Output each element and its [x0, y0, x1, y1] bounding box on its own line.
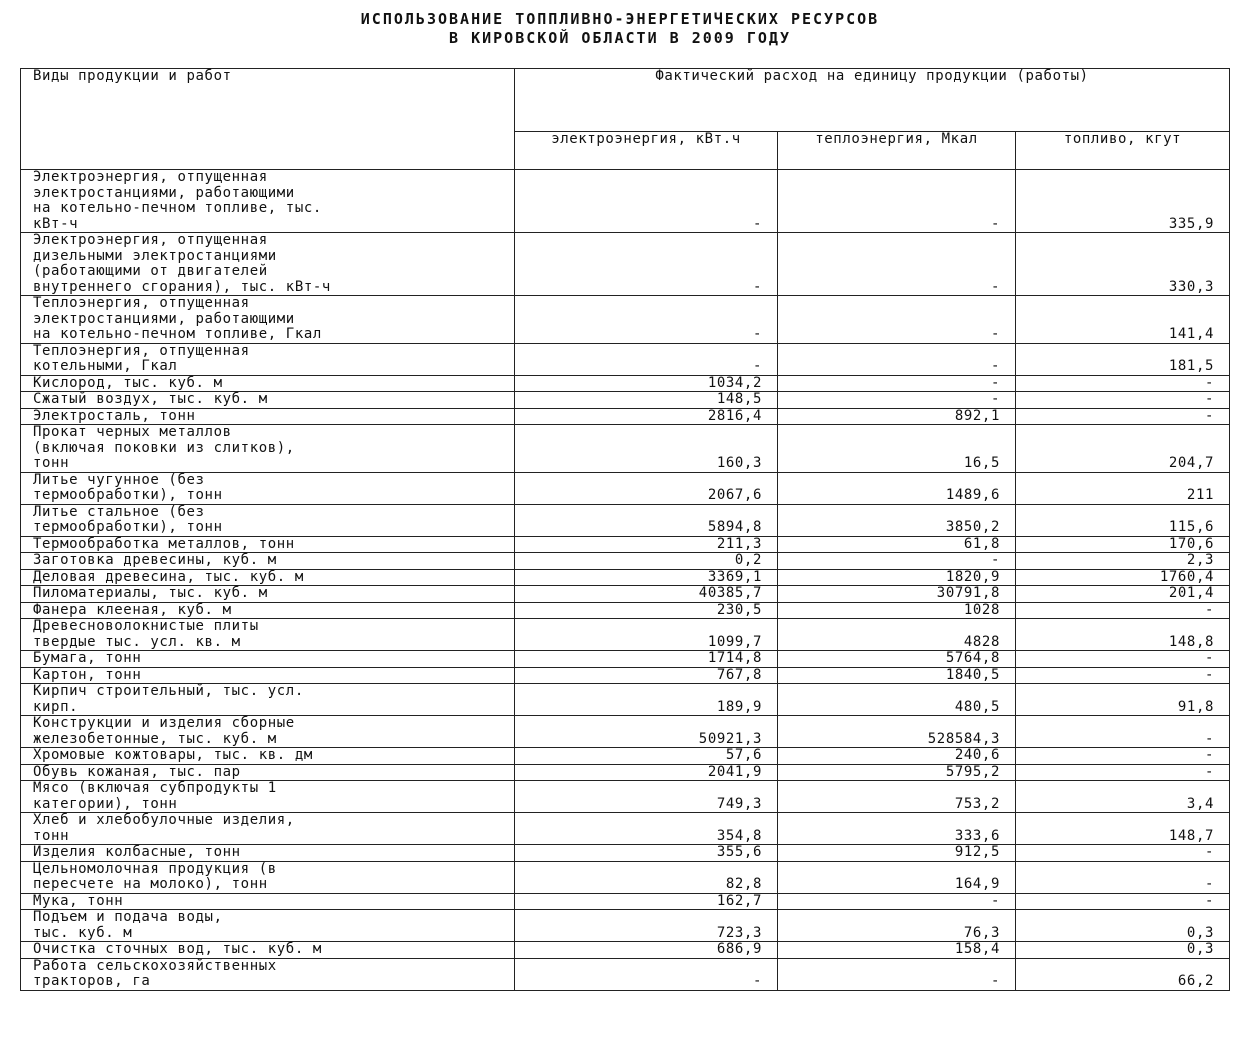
product-name-cell: Картон, тонн — [21, 667, 515, 684]
fuel-cell: 201,4 — [1016, 586, 1230, 603]
product-name-cell: Заготовка древесины, куб. м — [21, 553, 515, 570]
electricity-cell: 5894,8 — [515, 504, 778, 536]
fuel-cell: 115,6 — [1016, 504, 1230, 536]
heat-cell: 5764,8 — [778, 651, 1016, 668]
heat-cell: 1820,9 — [778, 569, 1016, 586]
table-row — [21, 375, 1230, 392]
product-name-cell: Теплоэнергия, отпущенная котельными, Гкал — [21, 343, 515, 375]
heat-cell: 158,4 — [778, 942, 1016, 959]
electricity-cell: - — [515, 958, 778, 990]
product-name-cell: Прокат черных металлов (включая поковки из слитков), тонн — [21, 425, 515, 473]
fuel-cell: 141,4 — [1016, 296, 1230, 344]
product-name-cell: Мука, тонн — [21, 893, 515, 910]
product-name-cell: Деловая древесина, тыс. куб. м — [21, 569, 515, 586]
heat-cell: 164,9 — [778, 861, 1016, 893]
header-actual-consumption: Фактический расход на единицу продукции (работы) — [515, 69, 1230, 132]
product-name-cell: Работа сельскохозяйственных тракторов, га — [21, 958, 515, 990]
heat-cell: 1489,6 — [778, 472, 1016, 504]
heat-cell: 4828 — [778, 619, 1016, 651]
heat-cell: 753,2 — [778, 781, 1016, 813]
fuel-cell: 330,3 — [1016, 233, 1230, 296]
product-name-cell: Теплоэнергия, отпущенная электростанциями, работающими на котельно-печном топливе, Гкал — [21, 296, 515, 344]
heat-cell: 5795,2 — [778, 764, 1016, 781]
fuel-cell: 211 — [1016, 472, 1230, 504]
table-body — [21, 170, 1230, 991]
fuel-cell: - — [1016, 716, 1230, 748]
table-row — [21, 586, 1230, 603]
fuel-cell: 3,4 — [1016, 781, 1230, 813]
electricity-cell: 211,3 — [515, 536, 778, 553]
product-name-cell: Древесноволокнистые плиты твердые тыс. усл. кв. м — [21, 619, 515, 651]
header-product: Виды продукции и работ — [21, 69, 515, 170]
header-electricity: электроэнергия, кВт.ч — [515, 132, 778, 170]
table-row — [21, 716, 1230, 748]
electricity-cell: - — [515, 343, 778, 375]
heat-cell: - — [778, 553, 1016, 570]
fuel-cell: - — [1016, 651, 1230, 668]
table-row — [21, 764, 1230, 781]
heat-cell: 480,5 — [778, 684, 1016, 716]
heat-cell: - — [778, 296, 1016, 344]
product-name-cell: Изделия колбасные, тонн — [21, 845, 515, 862]
product-name-cell: Мясо (включая субпродукты 1 категории), тонн — [21, 781, 515, 813]
table-row — [21, 569, 1230, 586]
electricity-cell: 50921,3 — [515, 716, 778, 748]
heat-cell: 333,6 — [778, 813, 1016, 845]
table-row — [21, 651, 1230, 668]
product-name-cell: Обувь кожаная, тыс. пар — [21, 764, 515, 781]
product-name-cell: Конструкции и изделия сборные железобетонные, тыс. куб. м — [21, 716, 515, 748]
table-row — [21, 893, 1230, 910]
product-name-cell: Пиломатериалы, тыс. куб. м — [21, 586, 515, 603]
product-name-cell: Литье стальное (без термообработки), тонн — [21, 504, 515, 536]
fuel-cell: - — [1016, 764, 1230, 781]
product-name-cell: Электросталь, тонн — [21, 408, 515, 425]
title-line-1: ИСПОЛЬЗОВАНИЕ ТОППЛИВНО-ЭНЕРГЕТИЧЕСКИХ РЕСУРСОВ — [360, 10, 880, 28]
electricity-cell: 40385,7 — [515, 586, 778, 603]
heat-cell: - — [778, 343, 1016, 375]
electricity-cell: 3369,1 — [515, 569, 778, 586]
electricity-cell: - — [515, 233, 778, 296]
heat-cell: 3850,2 — [778, 504, 1016, 536]
electricity-cell: 1714,8 — [515, 651, 778, 668]
table-row — [21, 958, 1230, 990]
table-row — [21, 504, 1230, 536]
electricity-cell: 148,5 — [515, 392, 778, 409]
fuel-cell: - — [1016, 845, 1230, 862]
heat-cell: 61,8 — [778, 536, 1016, 553]
electricity-cell: 189,9 — [515, 684, 778, 716]
fuel-cell: 148,7 — [1016, 813, 1230, 845]
product-name-cell: Электроэнергия, отпущенная дизельными электростанциями (работающими от двигателей внутреннего сгорания), тыс. кВт-ч — [21, 233, 515, 296]
table-row — [21, 748, 1230, 765]
product-name-cell: Фанера клееная, куб. м — [21, 602, 515, 619]
product-name-cell: Цельномолочная продукция (в пересчете на молоко), тонн — [21, 861, 515, 893]
table-row — [21, 343, 1230, 375]
heat-cell: - — [778, 958, 1016, 990]
electricity-cell: 160,3 — [515, 425, 778, 473]
electricity-cell: 2816,4 — [515, 408, 778, 425]
fuel-cell: - — [1016, 667, 1230, 684]
table-row — [21, 602, 1230, 619]
electricity-cell: 1099,7 — [515, 619, 778, 651]
product-name-cell: Кирпич строительный, тыс. усл. кирп. — [21, 684, 515, 716]
table-row — [21, 233, 1230, 296]
fuel-cell: 148,8 — [1016, 619, 1230, 651]
product-name-cell: Очистка сточных вод, тыс. куб. м — [21, 942, 515, 959]
table-row — [21, 472, 1230, 504]
electricity-cell: 162,7 — [515, 893, 778, 910]
heat-cell: - — [778, 375, 1016, 392]
product-name-cell: Кислород, тыс. куб. м — [21, 375, 515, 392]
heat-cell: 912,5 — [778, 845, 1016, 862]
electricity-cell: - — [515, 296, 778, 344]
fuel-cell: 335,9 — [1016, 170, 1230, 233]
electricity-cell: 767,8 — [515, 667, 778, 684]
fuel-cell: - — [1016, 602, 1230, 619]
product-name-cell: Бумага, тонн — [21, 651, 515, 668]
table-row — [21, 910, 1230, 942]
electricity-cell: 1034,2 — [515, 375, 778, 392]
electricity-cell: 355,6 — [515, 845, 778, 862]
fuel-cell: 181,5 — [1016, 343, 1230, 375]
fuel-cell: 91,8 — [1016, 684, 1230, 716]
electricity-cell: 230,5 — [515, 602, 778, 619]
electricity-cell: 723,3 — [515, 910, 778, 942]
table-row — [21, 942, 1230, 959]
fuel-cell: 0,3 — [1016, 910, 1230, 942]
table-row — [21, 425, 1230, 473]
heat-cell: - — [778, 233, 1016, 296]
fuel-cell: - — [1016, 861, 1230, 893]
heat-cell: 240,6 — [778, 748, 1016, 765]
fuel-cell: 204,7 — [1016, 425, 1230, 473]
electricity-cell: - — [515, 170, 778, 233]
resource-usage-table — [20, 68, 1230, 991]
fuel-cell: - — [1016, 893, 1230, 910]
product-name-cell: Подъем и подача воды, тыс. куб. м — [21, 910, 515, 942]
heat-cell: 76,3 — [778, 910, 1016, 942]
table-row — [21, 861, 1230, 893]
electricity-cell: 354,8 — [515, 813, 778, 845]
fuel-cell: 2,3 — [1016, 553, 1230, 570]
title-line-2: В КИРОВСКОЙ ОБЛАСТИ В 2009 ГОДУ — [449, 29, 791, 47]
heat-cell: 30791,8 — [778, 586, 1016, 603]
heat-cell: 1840,5 — [778, 667, 1016, 684]
fuel-cell: 1760,4 — [1016, 569, 1230, 586]
header-fuel: топливо, кгут — [1016, 132, 1230, 170]
electricity-cell: 2041,9 — [515, 764, 778, 781]
product-name-cell: Литье чугунное (без термообработки), тонн — [21, 472, 515, 504]
electricity-cell: 686,9 — [515, 942, 778, 959]
table-row — [21, 781, 1230, 813]
heat-cell: - — [778, 893, 1016, 910]
heat-cell: - — [778, 392, 1016, 409]
table-row — [21, 667, 1230, 684]
fuel-cell: - — [1016, 392, 1230, 409]
page-title — [0, 10, 1240, 48]
product-name-cell: Электроэнергия, отпущенная электростанциями, работающими на котельно-печном топливе, тыс. кВт-ч — [21, 170, 515, 233]
product-name-cell: Хлеб и хлебобулочные изделия, тонн — [21, 813, 515, 845]
fuel-cell: 170,6 — [1016, 536, 1230, 553]
fuel-cell: 66,2 — [1016, 958, 1230, 990]
table-row — [21, 392, 1230, 409]
heat-cell: 892,1 — [778, 408, 1016, 425]
table-row — [21, 553, 1230, 570]
heat-cell: 1028 — [778, 602, 1016, 619]
product-name-cell: Хромовые кожтовары, тыс. кв. дм — [21, 748, 515, 765]
fuel-cell: - — [1016, 408, 1230, 425]
fuel-cell: 0,3 — [1016, 942, 1230, 959]
heat-cell: - — [778, 170, 1016, 233]
electricity-cell: 57,6 — [515, 748, 778, 765]
table-row — [21, 170, 1230, 233]
electricity-cell: 82,8 — [515, 861, 778, 893]
heat-cell: 16,5 — [778, 425, 1016, 473]
fuel-cell: - — [1016, 748, 1230, 765]
table-row — [21, 296, 1230, 344]
header-heat: теплоэнергия, Мкал — [778, 132, 1016, 170]
electricity-cell: 749,3 — [515, 781, 778, 813]
electricity-cell: 0,2 — [515, 553, 778, 570]
table-row — [21, 684, 1230, 716]
table-row — [21, 845, 1230, 862]
table-row — [21, 619, 1230, 651]
table-row — [21, 813, 1230, 845]
table-row — [21, 536, 1230, 553]
fuel-cell: - — [1016, 375, 1230, 392]
table-row — [21, 408, 1230, 425]
heat-cell: 528584,3 — [778, 716, 1016, 748]
product-name-cell: Сжатый воздух, тыс. куб. м — [21, 392, 515, 409]
product-name-cell: Термообработка металлов, тонн — [21, 536, 515, 553]
electricity-cell: 2067,6 — [515, 472, 778, 504]
